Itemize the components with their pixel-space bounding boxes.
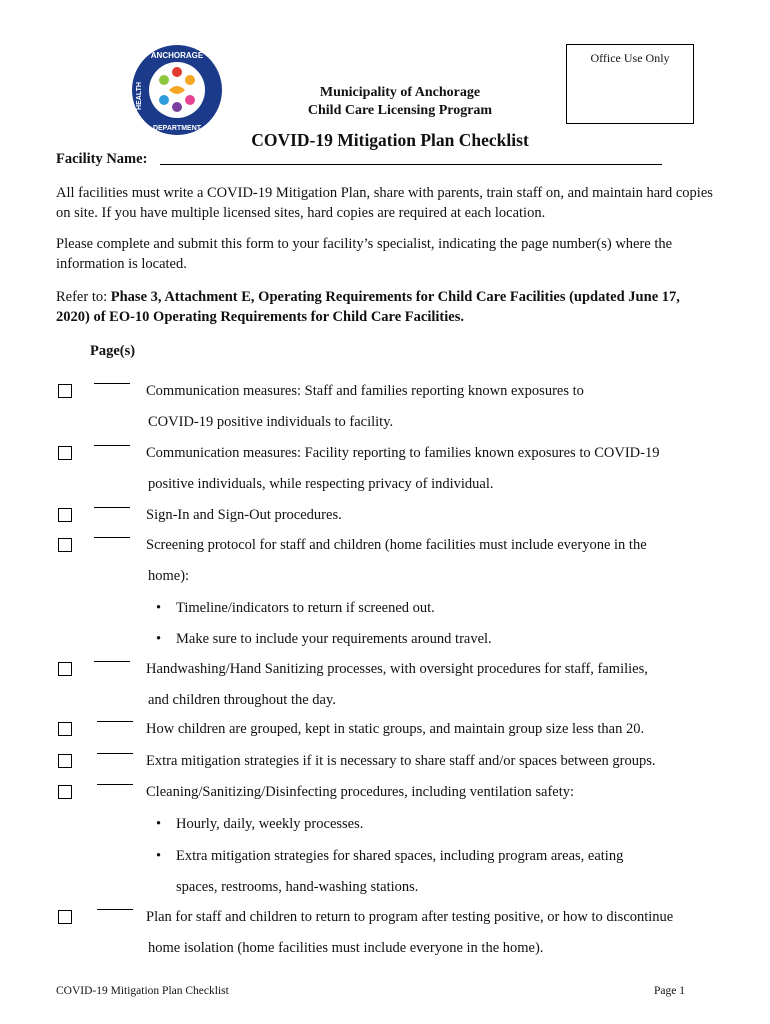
item-4-bullet-1: Timeline/indicators to return if screened out. xyxy=(176,600,435,616)
item-8-line-1: Cleaning/Sanitizing/Disinfecting procedures, including ventilation safety: xyxy=(146,784,575,800)
item-4-line-1: Screening protocol for staff and children (home facilities must include everyone in the xyxy=(146,537,647,553)
page-blank-item-9[interactable] xyxy=(97,909,133,910)
item-1-line-1: Communication measures: Staff and families reporting known exposures to xyxy=(146,383,584,399)
item-8-bullet-2-line-1: Extra mitigation strategies for shared spaces, including program areas, eating xyxy=(176,848,624,864)
item-5-line-2: and children throughout the day. xyxy=(148,692,336,708)
page-blank-item-5[interactable] xyxy=(94,661,130,662)
page-number: Page 1 xyxy=(654,985,685,997)
checkbox-item-6[interactable] xyxy=(58,722,72,736)
page-blank-item-2[interactable] xyxy=(94,445,130,446)
footer-title: COVID-19 Mitigation Plan Checklist xyxy=(56,985,229,997)
bullet-icon: • xyxy=(156,848,162,864)
checkbox-item-7[interactable] xyxy=(58,754,72,768)
health-department-logo xyxy=(131,44,223,136)
item-8-bullet-1: Hourly, daily, weekly processes. xyxy=(176,816,364,832)
item-3-line-1: Sign-In and Sign-Out procedures. xyxy=(146,507,342,523)
logo-text-top: ANCHORAGE xyxy=(150,51,204,60)
logo-text-bottom: DEPARTMENT xyxy=(152,125,202,132)
page-title: COVID-19 Mitigation Plan Checklist xyxy=(251,130,529,150)
item-4-line-2: home): xyxy=(148,568,190,584)
checkbox-item-2[interactable] xyxy=(58,446,72,460)
checkbox-item-5[interactable] xyxy=(58,662,72,676)
intro-paragraph-1: All facilities must write a COVID-19 Mitigation Plan, share with parents, train staff on, and maintain hard copies on site. If you have multiple licensed sites, hard copies are required at each location. xyxy=(56,185,713,221)
item-6-line-1: How children are grouped, kept in static groups, and maintain group size less than 20. xyxy=(146,721,645,737)
checkbox-item-8[interactable] xyxy=(58,785,72,799)
office-use-label: Office Use Only xyxy=(590,51,670,65)
item-9-line-1: Plan for staff and children to return to program after testing positive, or how to discontinue xyxy=(146,909,674,925)
intro-paragraph-2: Please complete and submit this form to your facility’s specialist, indicating the page number(s) where the information is located. xyxy=(56,236,673,272)
item-7-line-1: Extra mitigation strategies if it is necessary to share staff and/or spaces between groups. xyxy=(146,753,656,769)
bullet-icon: • xyxy=(156,631,162,647)
org-name: Municipality of Anchorage xyxy=(319,85,481,100)
item-8-bullet-2-line-2: spaces, restrooms, hand-washing stations. xyxy=(176,879,419,895)
refer-to-label: Refer to: xyxy=(56,289,111,305)
checkbox-item-4[interactable] xyxy=(58,538,72,552)
item-2-line-2: positive individuals, while respecting privacy of individual. xyxy=(148,476,494,492)
item-2-line-1: Communication measures: Facility reporting to families known exposures to COVID-19 xyxy=(146,445,660,461)
facility-name-field[interactable] xyxy=(160,164,662,165)
refer-to-document: Phase 3, Attachment E, Operating Requirements for Child Care Facilities (updated June 17, 2020) of EO-10 Operating Requirements for Child Care Facilities. xyxy=(56,289,680,325)
logo-text-left: HEALTH xyxy=(136,82,143,110)
pages-column-header: Page(s) xyxy=(90,343,136,359)
facility-name-label: Facility Name: xyxy=(56,151,148,167)
item-9-line-2: home isolation (home facilities must include everyone in the home). xyxy=(148,940,544,956)
item-1-line-2: COVID-19 positive individuals to facility. xyxy=(148,414,394,430)
page-blank-item-1[interactable] xyxy=(94,383,130,384)
page-blank-item-8[interactable] xyxy=(97,784,133,785)
item-4-bullet-2: Make sure to include your requirements around travel. xyxy=(176,631,492,647)
item-5-line-1: Handwashing/Hand Sanitizing processes, with oversight procedures for staff, families, xyxy=(146,661,648,677)
program-name: Child Care Licensing Program xyxy=(307,103,493,118)
page-blank-item-3[interactable] xyxy=(94,507,130,508)
checkbox-item-9[interactable] xyxy=(58,910,72,924)
bullet-icon: • xyxy=(156,600,162,616)
page-blank-item-6[interactable] xyxy=(97,721,133,722)
page-blank-item-7[interactable] xyxy=(97,753,133,754)
office-use-box xyxy=(566,44,694,124)
checkbox-item-1[interactable] xyxy=(58,384,72,398)
checkbox-item-3[interactable] xyxy=(58,508,72,522)
page-blank-item-4[interactable] xyxy=(94,537,130,538)
bullet-icon: • xyxy=(156,816,162,832)
intro-paragraph-3 xyxy=(56,287,716,327)
